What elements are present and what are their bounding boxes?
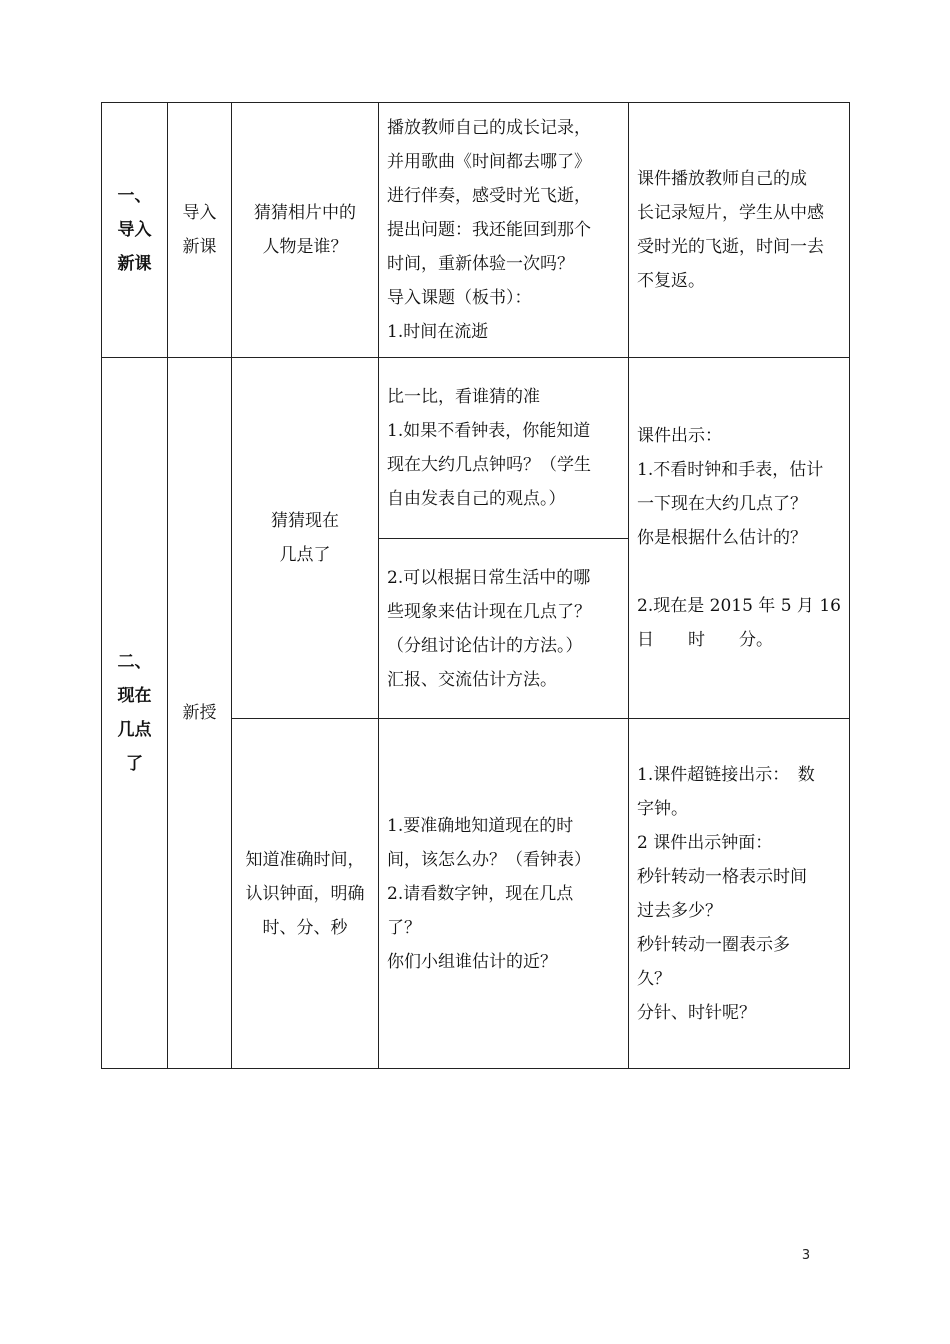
activity-cell xyxy=(379,719,629,1069)
design-line xyxy=(637,555,841,589)
design-line: 不复返。 xyxy=(637,271,705,291)
design-cell xyxy=(629,719,850,1069)
design-line: 受时光的飞逝，时间一去 xyxy=(637,237,824,257)
activity-line: 1.时间在流逝 xyxy=(387,322,489,342)
activity-line: 播放教师自己的成长记录， xyxy=(387,118,591,138)
topic-line: 猜猜现在 xyxy=(271,511,339,531)
page-number: 3 xyxy=(801,1248,811,1263)
design-line: 2 课件出示钟面： xyxy=(637,832,773,853)
table-row-guess-a xyxy=(102,358,850,539)
activity-line: 2.请看数字钟，现在几点 xyxy=(387,883,574,904)
stage-line: 导入 xyxy=(117,220,152,240)
activity-line: 你们小组谁估计的近？ xyxy=(387,951,557,972)
design-line: 过去多少？ xyxy=(637,900,722,921)
activity-cell xyxy=(379,103,629,358)
step-line: 导入 xyxy=(182,203,217,223)
stage-cell xyxy=(102,103,168,358)
step-line: 新课 xyxy=(182,237,217,257)
activity-line: 汇报、交流估计方法。 xyxy=(387,669,557,690)
design-line: 分针、时针呢？ xyxy=(637,1002,756,1023)
topic-cell xyxy=(232,103,379,358)
stage-cell xyxy=(102,358,168,1069)
stage-line: 二、 xyxy=(117,652,152,672)
topic-line: 知道准确时间， xyxy=(245,849,365,870)
design-line: 一下现在大约几点了？ xyxy=(637,494,807,514)
topic-line: 猜猜相片中的 xyxy=(254,203,356,223)
design-line: 久？ xyxy=(637,968,671,989)
activity-line: 1.如果不看钟表，你能知道 xyxy=(387,421,591,441)
design-line: 秒针转动一格表示时间 xyxy=(637,866,807,887)
step-cell xyxy=(168,103,232,358)
table-row-intro xyxy=(102,103,850,358)
design-line: 字钟。 xyxy=(637,798,688,819)
design-line: 2.现在是 2015 年 5 月 16 xyxy=(637,596,841,616)
stage-line: 几点 xyxy=(117,720,152,740)
activity-line: 导入课题（板书）： xyxy=(387,288,532,308)
activity-line: 了？ xyxy=(387,917,421,938)
activity-line: 进行伴奏，感受时光飞逝， xyxy=(387,186,591,206)
design-line: 1.不看时钟和手表，估计 xyxy=(637,460,824,480)
activity-line: 些现象来估计现在几点了？ xyxy=(387,601,591,622)
topic-line: 人物是谁？ xyxy=(262,237,348,257)
activity-cell xyxy=(379,358,629,539)
design-line: 日 时 分。 xyxy=(637,630,773,650)
design-cell xyxy=(629,103,850,358)
activity-line: 1.要准确地知道现在的时 xyxy=(387,815,574,836)
stage-line: 一、 xyxy=(117,186,152,206)
design-line: 秒针转动一圈表示多 xyxy=(637,934,790,955)
activity-line: 2.可以根据日常生活中的哪 xyxy=(387,567,591,588)
step-cell xyxy=(168,358,232,1069)
design-line: 课件播放教师自己的成 xyxy=(637,169,807,189)
topic-line: 几点了 xyxy=(279,545,331,565)
design-line: 你是根据什么估计的？ xyxy=(637,528,807,548)
stage-line: 了 xyxy=(126,754,143,774)
activity-cell xyxy=(379,539,629,719)
lesson-plan-table xyxy=(101,102,850,1069)
activity-line: 时间，重新体验一次吗？ xyxy=(387,254,574,274)
stage-line: 新课 xyxy=(117,254,152,274)
design-line: 长记录短片，学生从中感 xyxy=(637,203,824,223)
topic-cell xyxy=(232,358,379,719)
design-line: 1.课件超链接出示： 数 xyxy=(637,764,815,785)
activity-line: 间，该怎么办？（看钟表） xyxy=(387,849,591,870)
activity-line: 比一比，看谁猜的准 xyxy=(387,387,540,407)
topic-cell xyxy=(232,719,379,1069)
design-line: 课件出示： xyxy=(637,426,722,446)
design-cell xyxy=(629,358,850,719)
stage-line: 现在 xyxy=(117,686,152,706)
activity-line: 提出问题：我还能回到那个 xyxy=(387,220,591,240)
activity-line: 自由发表自己的观点。） xyxy=(387,489,566,509)
topic-line: 认识钟面，明确 xyxy=(245,883,365,904)
activity-line: （分组讨论估计的方法。） xyxy=(387,635,583,656)
activity-line: 并用歌曲《时间都去哪了》 xyxy=(387,152,591,172)
step-line: 新授 xyxy=(182,703,217,723)
activity-line: 现在大约几点钟吗？（学生 xyxy=(387,455,591,475)
topic-line: 时、分、秒 xyxy=(262,917,348,938)
